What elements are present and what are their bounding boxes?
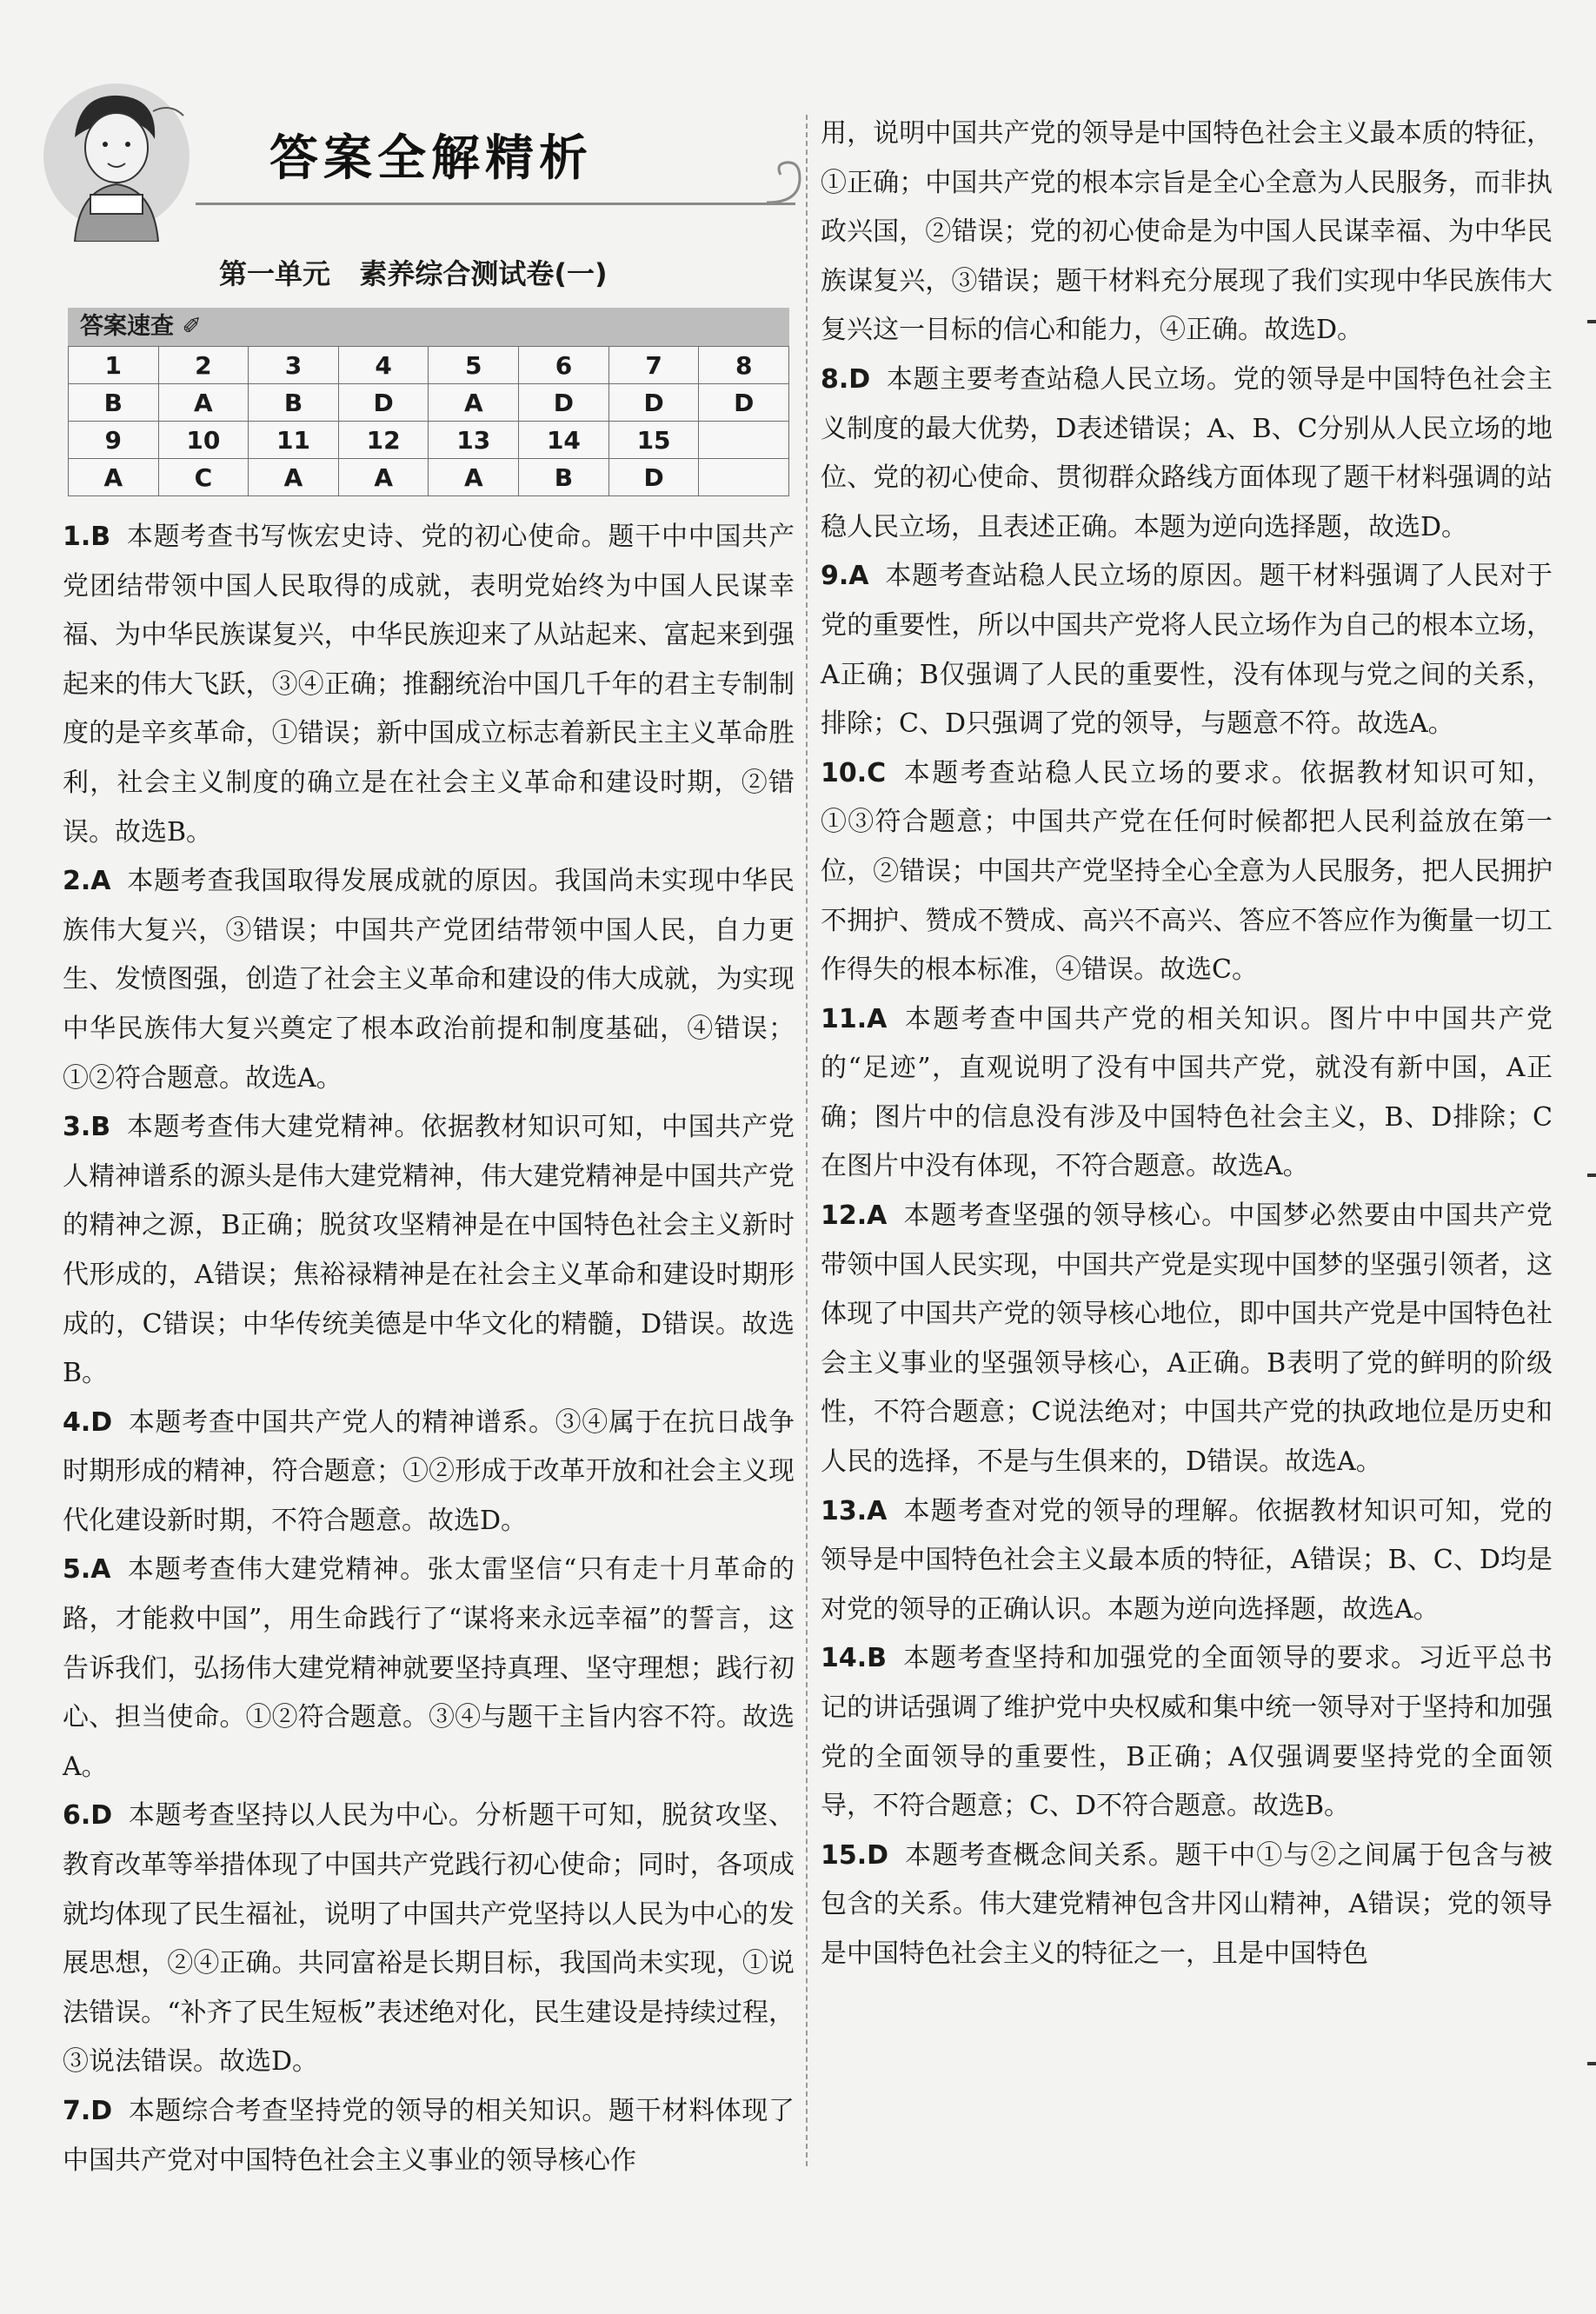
explanation-item (821, 356, 1553, 552)
answer-key-cell (699, 459, 789, 496)
student-mascot-icon (40, 76, 196, 242)
answer-key-cell: 11 (249, 422, 339, 459)
explanation-text: 本题考查坚持和加强党的全面领导的要求。习近平总书记的讲话强调了维护党中央权威和集中统一领导对于坚持和加强党的全面领导的重要性，B正确；A仅强调要坚持党的全面领导，不符合题意；C、D不符合题意。故选B。 (821, 1643, 1553, 1822)
explanation-text: 本题考查书写恢宏史诗、党的初心使命。题干中中国共产党团结带领中国人民取得的成就，表明党始终为中国人民谋幸福、为中华民族谋复兴，中华民族迎来了从站起来、富起来到强起来的伟大飞跃，③④正确；推翻统治中国几千年的君主专制制度的是辛亥革命，①错误；新中国成立标志着新民主主义革命胜利，社会主义制度的确立是在社会主义革命和建设时期，②错误。故选B。 (63, 522, 795, 848)
question-number: 9. (821, 561, 849, 592)
answer-key-cell: A (158, 384, 249, 422)
column-divider (806, 115, 808, 2166)
answer-key-cell: A (249, 459, 339, 496)
answer-letter: C (867, 757, 887, 788)
curl-decoration-icon (765, 152, 817, 206)
explanation-text: 本题考查伟大建党精神。依据教材知识可知，中国共产党人精神谱系的源头是伟大建党精神，伟大建党精神是中国共产党的精神之源，B正确；脱贫攻坚精神是在中国特色社会主义新时代形成的，A错误；焦裕禄精神是在社会主义革命和建设时期形成的，C错误；中华传统美德是中华文化的精髓，D错误。故选B。 (63, 1112, 795, 1389)
explanation-text: 本题主要考查站稳人民立场。党的领导是中国特色社会主义制度的最大优势，D表述错误；A、B、C分别从人民立场的地位、党的初心使命、贯彻群众路线方面体现了题干材料强调的站稳人民立场，且表述正确。本题为逆向选择题，故选D。 (821, 363, 1553, 542)
explanation-item (821, 1832, 1553, 1979)
answer-letter: A (867, 1200, 888, 1232)
explanation-item (821, 1487, 1553, 1635)
answer-letter: B (867, 1643, 888, 1674)
answer-key-cell: 13 (429, 422, 519, 459)
answer-key-cell: A (429, 384, 519, 422)
answer-key-cell: D (608, 459, 699, 496)
question-number: 5. (63, 1554, 91, 1586)
answer-key-heading (68, 308, 789, 346)
question-number: 6. (63, 1800, 91, 1832)
answer-key-cell: B (519, 459, 609, 496)
answer-key-cell: A (338, 459, 429, 496)
answer-key-cell: 4 (338, 347, 429, 384)
pencil-icon: ✐ (174, 313, 203, 340)
answer-key-cell: 7 (608, 347, 699, 384)
explanation-item (821, 110, 1553, 356)
answer-letter: D (90, 1800, 113, 1832)
question-number: 13. (821, 1495, 868, 1526)
answer-key-cell: D (338, 384, 429, 422)
explanation-text: 本题综合考查坚持党的领导的相关知识。题干材料体现了中国共产党对中国特色社会主义事业的领导核心作 (63, 2096, 795, 2176)
explanation-text: 本题考查中国共产党人的精神谱系。③④属于在抗日战争时期形成的精神，符合题意；①②形成于改革开放和社会主义现代化建设新时期，不符合题意。故选D。 (63, 1406, 795, 1536)
explanation-text: 本题考查坚持以人民为中心。分析题干可知，脱贫攻坚、教育改革等举措体现了中国共产党践行初心使命；同时，各项成就均体现了民生福祉，说明了中国共产党坚持以人民为中心的发展思想，②④正确。共同富裕是长期目标，我国尚未实现，①说法错误。“补齐了民生短板”表述绝对化，民生建设是持续过程，③说法错误。故选D。 (63, 1800, 795, 2078)
explanation-text: 用，说明中国共产党的领导是中国特色社会主义最本质的特征，①正确；中国共产党的根本宗旨是全心全意为人民服务，而非执政兴国，②错误；党的初心使命是为中国人民谋幸福、为中华民族谋复兴，③错误；题干材料充分展现了我们实现中华民族伟大复兴这一目标的信心和能力，④正确。故选D。 (821, 118, 1553, 346)
answer-key-table (68, 346, 789, 496)
answer-key-cell: 12 (338, 422, 429, 459)
edge-mark (1587, 2062, 1596, 2065)
page-title: 答案全解精析 (269, 130, 593, 187)
answer-key-cell: 3 (249, 347, 339, 384)
answer-key-number-row (69, 422, 789, 459)
explanation-text: 本题考查伟大建党精神。张太雷坚信“只有走十月革命的路，才能救中国”，用生命践行了“谋将来永远幸福”的誓言，这告诉我们，弘扬伟大建党精神就要坚持真理、坚守理想；践行初心、担当使命。①②符合题意。③④与题干主旨内容不符。故选A。 (63, 1554, 795, 1782)
answer-key-cell: A (69, 459, 159, 496)
question-number: 2. (63, 866, 91, 897)
answer-key-cell: 1 (69, 347, 159, 384)
answer-key-heading-label: 答案速查 (80, 313, 174, 340)
question-number: 1. (63, 522, 91, 552)
explanation-item (63, 2087, 795, 2185)
answer-letter: B (90, 522, 111, 552)
question-number: 15. (821, 1839, 868, 1871)
answer-key-cell: 6 (519, 347, 609, 384)
explanation-item (63, 857, 795, 1103)
question-number: 10. (821, 757, 868, 788)
answer-letter: A (90, 1554, 111, 1586)
explanation-text: 本题考查我国取得发展成就的原因。我国尚未实现中华民族伟大复兴，③错误；中国共产党团结带领中国人民，自力更生、发愤图强，创造了社会主义革命和建设的伟大成就，为实现中华民族伟大复兴奠定了根本政治前提和制度基础，④错误；①②符合题意。故选A。 (63, 866, 795, 1094)
answer-letter: D (867, 1839, 889, 1871)
left-column (63, 513, 795, 2185)
question-number: 7. (63, 2096, 91, 2126)
explanation-item (63, 513, 795, 857)
explanation-item (63, 1546, 795, 1792)
answer-letter: A (867, 1495, 888, 1526)
answer-letter: D (90, 2096, 113, 2126)
explanation-item (821, 995, 1553, 1192)
explanation-item (821, 749, 1553, 995)
explanation-text: 本题考查站稳人民立场的原因。题干材料强调了人民对于党的重要性，所以中国共产党将人民立场作为自己的根本立场，A正确；B仅强调了人民的重要性，没有体现与党之间的关系，排除；C、D只强调了党的领导，与题意不符。故选A。 (821, 561, 1553, 740)
answer-key-cell: D (699, 384, 789, 422)
answer-key-cell: D (608, 384, 699, 422)
answer-letter: B (90, 1112, 111, 1143)
explanation-item (63, 1399, 795, 1546)
question-number: 4. (63, 1406, 91, 1438)
answer-key-cell: 15 (608, 422, 699, 459)
answer-key-cell: 5 (429, 347, 519, 384)
question-number: 11. (821, 1003, 868, 1034)
explanation-text: 本题考查对党的领导的理解。依据教材知识可知，党的领导是中国特色社会主义最本质的特征，A错误；B、C、D均是对党的领导的正确认识。本题为逆向选择题，故选A。 (821, 1495, 1553, 1625)
answer-key-cell: 9 (69, 422, 159, 459)
explanation-item (63, 1792, 795, 2087)
explanation-text: 本题考查中国共产党的相关知识。图片中中国共产党的“足迹”，直观说明了没有中国共产党，就没有新中国，A正确；图片中的信息没有涉及中国特色社会主义，B、D排除；C在图片中没有体现，不符合题意。故选A。 (821, 1003, 1553, 1182)
explanation-text: 本题考查坚强的领导核心。中国梦必然要由中国共产党带领中国人民实现，中国共产党是实现中国梦的坚强引领者，这体现了中国共产党的领导核心地位，即中国共产党是中国特色社会主义事业的坚强领导核心，A正确。B表明了党的鲜明的阶级性，不符合题意；C说法绝对；中国共产党的执政地位是历史和人民的选择，不是与生俱来的，D错误。故选A。 (821, 1200, 1553, 1478)
answer-letter: D (90, 1406, 113, 1438)
explanation-item (821, 1192, 1553, 1487)
edge-mark (1587, 320, 1596, 323)
answer-key-cell: 10 (158, 422, 249, 459)
edge-mark (1587, 1174, 1596, 1177)
answer-letter: A (90, 866, 111, 897)
answer-key-cell: A (429, 459, 519, 496)
explanation-text: 本题考查站稳人民立场的要求。依据教材知识可知，①③符合题意；中国共产党在任何时候都把人民利益放在第一位，②错误；中国共产党坚持全心全意为人民服务，把人民拥护不拥护、赞成不赞成、高兴不高兴、答应不答应作为衡量一切工作得失的根本标准，④错误。故选C。 (821, 757, 1553, 986)
answer-key-letter-row (69, 384, 789, 422)
answer-key-cell: C (158, 459, 249, 496)
explanation-item (63, 1103, 795, 1399)
answer-letter: D (848, 363, 871, 395)
question-number: 12. (821, 1200, 868, 1232)
explanation-item (821, 552, 1553, 748)
title-underline (196, 203, 795, 205)
question-number: 14. (821, 1643, 868, 1674)
answer-key-letter-row (69, 459, 789, 496)
answer-key-cell: 14 (519, 422, 609, 459)
answer-key-cell: B (69, 384, 159, 422)
right-column (821, 110, 1553, 1979)
answer-key-cell: D (519, 384, 609, 422)
answer-letter: A (867, 1003, 888, 1034)
answer-key-cell: B (249, 384, 339, 422)
explanation-text: 本题考查概念间关系。题干中①与②之间属于包含与被包含的关系。伟大建党精神包含井冈山精神，A错误；党的领导是中国特色社会主义的特征之一，且是中国特色 (821, 1839, 1553, 1969)
question-number: 3. (63, 1112, 91, 1143)
section-subtitle: 第一单元 素养综合测试卷(一) (219, 257, 608, 290)
answer-key-cell (699, 422, 789, 459)
answer-key-number-row (69, 347, 789, 384)
explanation-item (821, 1634, 1553, 1831)
answer-letter: A (848, 561, 869, 592)
answer-key-cell: 2 (158, 347, 249, 384)
answer-key-cell: 8 (699, 347, 789, 384)
question-number: 8. (821, 363, 849, 395)
